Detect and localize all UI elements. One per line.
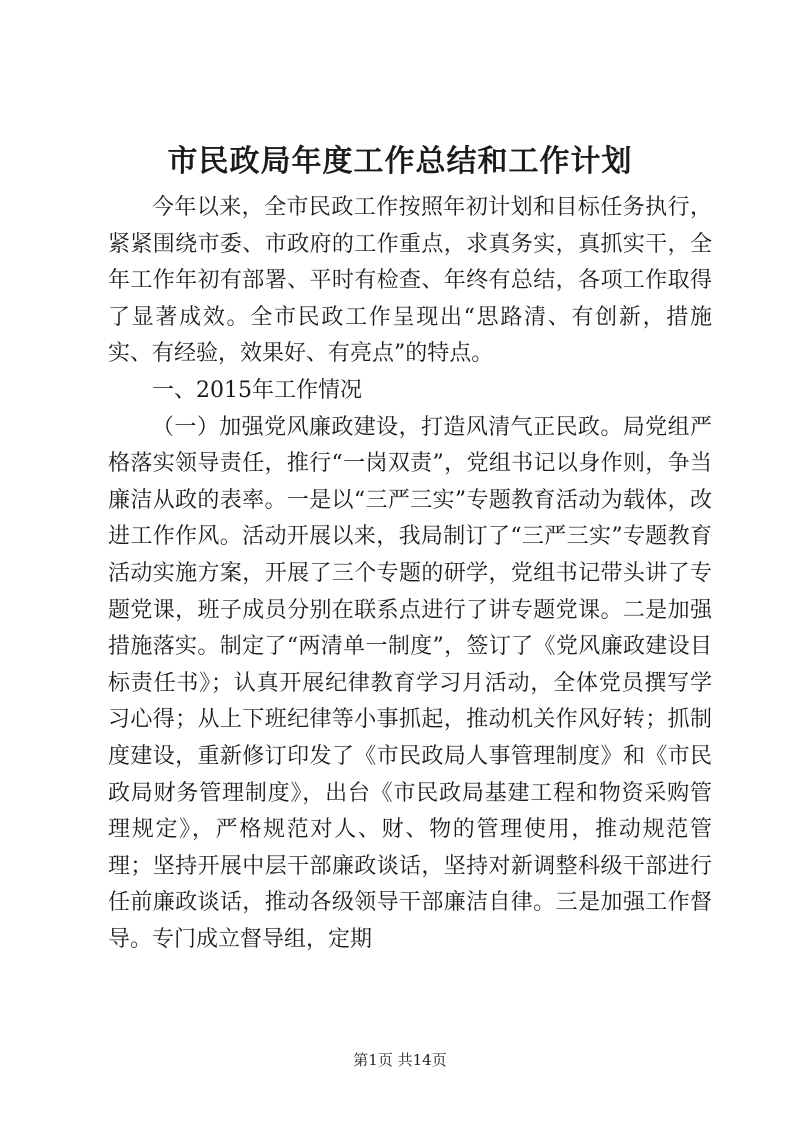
section-heading-1: 一、2015年工作情况 bbox=[152, 377, 362, 403]
document-title: 市民政局年度工作总结和工作计划 bbox=[167, 144, 633, 179]
paragraph-intro: 今年以来，全市民政工作按照年初计划和目标任务执行，紧紧围绕市委、市政府的工作重点，求真务实，真抓实干，全年工作年初有部署、平时有检查、年终有总结，各项工作取得了显著成效。全市民政工作呈现出“思路清、有创新，措施实、有经验，效果好、有亮点”的特点。 bbox=[108, 195, 712, 367]
page-footer: 第1页 共14页 bbox=[353, 1051, 447, 1069]
document-body bbox=[108, 190, 712, 958]
paragraph-section-1-1: （一）加强党风廉政建设，打造风清气正民政。局党组严格落实领导责任，推行“一岗双责”，党组书记以身作则，争当廉洁从政的表率。一是以“三严三实”专题教育活动为载体，改进工作作风。活动开展以来，我局制订了“三严三实”专题教育活动实施方案，开展了三个专题的研学，党组书记带头讲了专题党课，班子成员分别在联系点进行了讲专题党课。二是加强措施落实。制定了“两清单一制度”，签订了《党风廉政建设目标责任书》；认真开展纪律教育学习月活动，全体党员撰写学习心得；从上下班纪律等小事抓起，推动机关作风好转；抓制度建设，重新修订印发了《市民政局人事管理制度》和《市民政局财务管理制度》，出台《市民政局基建工程和物资采购管理规定》，严格规范对人、财、物的管理使用，推动规范管理；坚持开展中层干部廉政谈话，坚持对新调整科级干部进行任前廉政谈话，推动各级领导干部廉洁自律。三是加强工作督导。专门成立督导组，定期 bbox=[108, 414, 712, 952]
